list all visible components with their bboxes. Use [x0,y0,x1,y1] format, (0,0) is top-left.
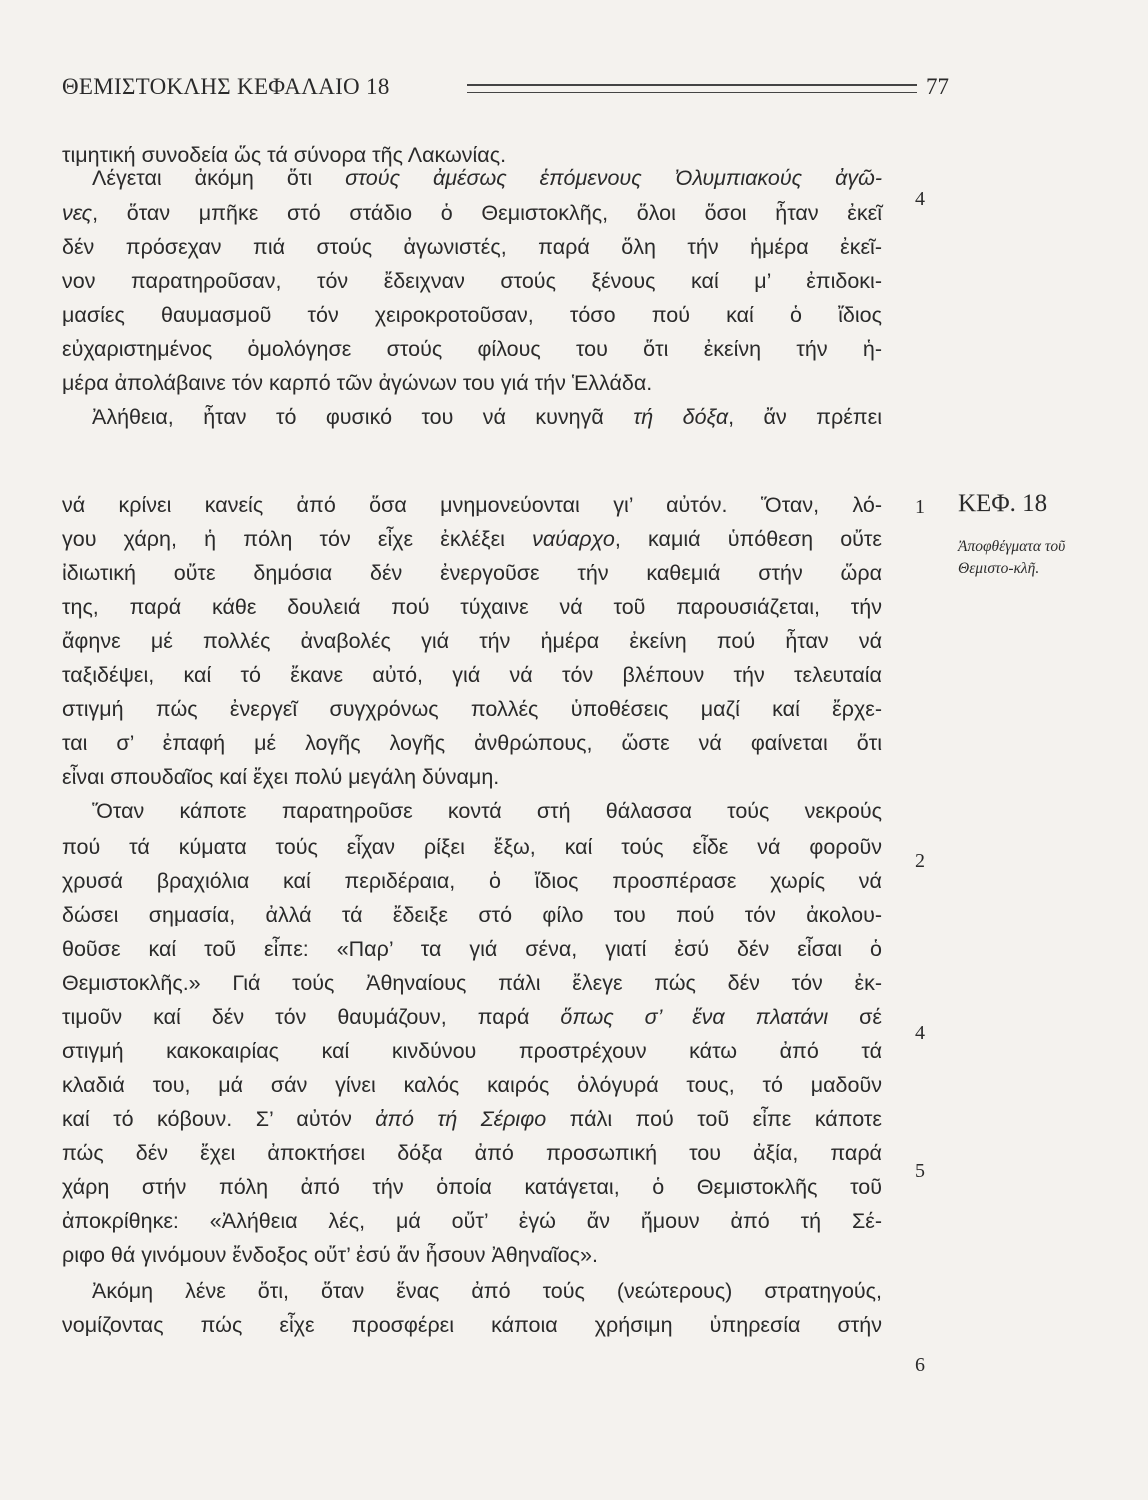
margin-number: 2 [915,850,925,872]
text-line [62,866,882,896]
text-line [62,1104,882,1134]
text-line [62,934,882,964]
text-span: Λέγεται ἀκόμη ὅτι [92,166,346,190]
sidenote-heading: ΚΕΦ. 18 [958,490,1048,517]
text-span: κλαδιά του, μά σάν γίνει καλός καιρός ὁλόγυρά τους, τό μαδοῦν [62,1073,882,1097]
text-span: δώσει σημασία, ἀλλά τά ἔδειξε στό φίλο του πού τόν ἀκολου- [62,903,882,927]
text-span: Ἀκόμη λένε ὅτι, ὅταν ἕνας ἀπό τούς (νεώτερους) στρατηγούς, [92,1279,882,1303]
italic-span: ὅπως σ’ ἕνα πλατάνι [560,1005,829,1029]
text-line [62,368,652,398]
italic-span: ἀπό τή Σέριφο [375,1107,547,1131]
text-span: στιγμή κακοκαιρίας καί κινδύνου προστρέχουν κάτω ἀπό τά [62,1039,882,1063]
text-span: , ὅταν μπῆκε στό στάδιο ὁ Θεμιστοκλῆς, ὅλοι ὅσοι ἦταν ἐκεῖ [92,201,882,225]
text-line [62,300,882,330]
text-line [62,592,882,622]
text-span: Ἀλήθεια, ἦταν τό φυσικό του νά κυνηγᾶ [92,405,634,429]
text-span: ταξιδέψει, καί τό ἔκανε αὐτό, γιά νά τόν βλέπουν τήν τελευταία [62,663,882,687]
running-title: ΘΕΜΙΣΤΟΚΛΗΣ ΚΕΦΑΛΑΙΟ 18 [62,74,390,99]
text-line [62,968,882,998]
text-line [62,490,882,520]
text-span: εὐχαριστημένος ὁμολόγησε στούς φίλους του ὅτι ἐκείνη τήν ἡ- [62,337,882,361]
text-span: Ὅταν κάποτε παρατηροῦσε κοντά στή θάλασσα τούς νεκρούς [92,799,882,823]
text-span: χρυσά βραχιόλια καί περιδέραια, ὁ ἴδιος προσπέρασε χωρίς νά [62,869,882,893]
text-span: νον παρατηροῦσαν, τόν ἔδειχναν στούς ξένους καί μ’ ἐπιδοκι- [62,269,882,293]
text-span: Θεμιστοκλῆς.» Γιά τούς Ἀθηναίους πάλι ἔλεγε πώς δέν τόν ἐκ- [62,971,882,995]
header-rule [467,84,917,93]
page-number: 77 [926,74,949,99]
sidenote-text: Ἀποφθέγματα τοῦ Θεμιστο-κλῆ. [958,538,1066,577]
text-line [62,832,882,862]
text-line [62,694,882,724]
text-line [62,1172,882,1202]
text-span: χάρη στήν πόλη ἀπό τήν ὁποία κατάγεται, ὁ Θεμιστοκλῆς τοῦ [62,1175,882,1199]
text-line [92,1276,882,1306]
text-line [62,762,499,792]
margin-number: 6 [915,1354,925,1376]
text-line [62,198,882,228]
text-line [62,728,882,758]
text-span: , ἄν πρέπει [728,405,883,429]
running-header [62,74,949,106]
text-span: πάλι πού τοῦ εἶπε κάποτε [546,1107,882,1131]
text-line [92,402,882,432]
text-line [62,1310,882,1340]
text-span: της, παρά κάθε δουλειά πού τύχαινε νά τοῦ παρουσιάζεται, τήν [62,595,882,619]
italic-span: ναύαρχο [532,527,615,551]
text-line [62,266,882,296]
text-line [92,163,882,193]
margin-number: 1 [915,496,925,518]
text-line [62,1002,882,1032]
text-span: δέν πρόσεχαν πιά στούς ἀγωνιστές, παρά ὅλη τήν ἡμέρα ἐκεῖ- [62,235,882,259]
margin-number: 5 [915,1160,925,1182]
text-span: νά κρίνει κανείς ἀπό ὅσα μνημονεύονται γι’ αὐτόν. Ὅταν, λό- [62,493,882,517]
text-line [62,232,882,262]
text-span: σέ [828,1005,882,1029]
text-line [62,1036,882,1066]
text-span: πού τά κύματα τούς εἶχαν ρίξει ἔξω, καί τούς εἶδε νά φοροῦν [62,835,882,859]
text-line [92,796,882,826]
text-span: μασίες θαυμασμοῦ τόν χειροκροτοῦσαν, τόσο πού καί ὁ ἴδιος [62,303,882,327]
italic-span: νες [62,201,93,225]
text-line [62,626,882,656]
text-line [62,1206,882,1236]
text-span: ἄφηνε μέ πολλές ἀναβολές γιά τήν ἡμέρα ἐκείνη πού ἦταν νά [62,629,882,653]
italic-span: τή δόξα [633,405,729,429]
italic-span: στούς ἀμέσως ἑπόμενους Ὀλυμπιακούς ἀγῶ- [345,166,882,190]
text-line [62,334,882,364]
text-span: , καμιά ὑπόθεση οὔτε [614,527,882,551]
text-span: καί τό κόβουν. Σ’ αὐτόν [62,1107,376,1131]
text-span: εἶναι σπουδαῖος καί ἔχει πολύ μεγάλη δύναμη. [62,765,500,789]
text-span: στιγμή πώς ἐνεργεῖ συγχρόνως πολλές ὑποθέσεις μαζί καί ἔρχε- [62,697,882,721]
text-line [62,1138,882,1168]
text-span: θοῦσε καί τοῦ εἶπε: «Παρ’ τα γιά σένα, γιατί ἐσύ δέν εἶσαι ὁ [62,937,882,961]
text-span: πώς δέν ἔχει ἀποκτήσει δόξα ἀπό προσωπική του ἀξία, παρά [62,1141,882,1165]
text-span: ται σ’ ἐπαφή μέ λογῆς λογῆς ἀνθρώπους, ὥστε νά φαίνεται ὅτι [62,731,882,755]
text-span: νομίζοντας πώς εἶχε προσφέρει κάποια χρήσιμη ὑπηρεσία στήν [62,1313,882,1337]
text-span: τιμοῦν καί δέν τόν θαυμάζουν, παρά [62,1005,561,1029]
text-span: μέρα ἀπολάβαινε τόν καρπό τῶν ἀγώνων του γιά τήν Ἑλλάδα. [62,371,653,395]
margin-number: 4 [915,188,925,210]
text-line [62,1240,598,1270]
text-line [62,524,882,554]
text-span: γου χάρη, ἡ πόλη τόν εἶχε ἐκλέξει [62,527,533,551]
text-span: ριφο θά γινόμουν ἔνδοξος οὔτ’ ἐσύ ἄν ἦσουν Ἀθηναῖος». [62,1243,598,1267]
text-span: ἰδιωτική οὔτε δημόσια δέν ἐνεργοῦσε τήν καθεμιά στήν ὥρα [62,561,882,585]
text-line [62,900,882,930]
text-line [62,1070,882,1100]
text-line [62,660,882,690]
text-span: τιμητική συνοδεία ὥς τά σύνορα τῆς Λακωνίας. [62,143,507,167]
text-line [62,558,882,588]
text-span: ἀποκρίθηκε: «Ἀλήθεια λές, μά οὔτ’ ἐγώ ἄν ἤμουν ἀπό τή Σέ- [62,1209,882,1233]
margin-number: 4 [915,1022,925,1044]
